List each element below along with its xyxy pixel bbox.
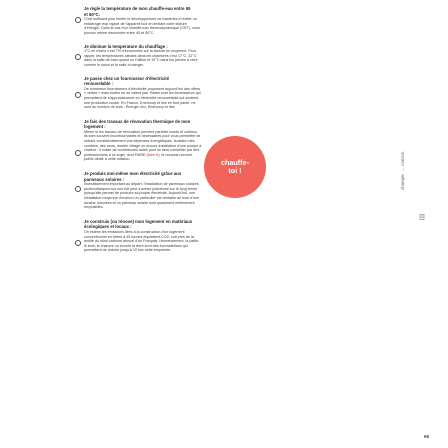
item-body: 1°C en moins c'est 7% d'économies sur la facture en moyenne. Pour rappel, les températures idéales dans les chambres c'est 17°C, 22°C dans la salle de bain quand on l'utilise et 19°C dans les pièces à vivre comme le salon et la salle à manger. <box>84 49 198 67</box>
arrow-right-icon: → <box>399 167 405 173</box>
item-body: Investissement important au départ, l'installation de panneaux solaires photovoltaïques sur son toit peut s'avérer judicieuse sur le long terme puisqu'elle permet de produire sa propre électricité. Aujourd'hui, une installation moyenne d'environ un particulier est rentable au bout d'une dizaine d'années et un panneau solaire sont quasiment entièrement recyclables. <box>84 182 200 210</box>
bookmark-icon <box>419 214 425 220</box>
item-body-tail: ), le nouveau service public dédié à cette mission. <box>84 152 193 162</box>
side-label-text: changer <box>399 174 405 190</box>
circle-check-icon <box>75 54 81 60</box>
item-body <box>84 130 202 162</box>
faire-link[interactable]: faire.fr <box>147 152 159 157</box>
side-target-text: maison <box>399 151 405 166</box>
page-number: 65 <box>424 434 430 439</box>
circle-check-icon <box>75 17 81 23</box>
item-body: C'est suffisant pour limiter le développement de bactéries et éviter un entartrage trop rapide de l'appareil tout en limitant votre facture d'énergie. Dans le cas d'un chauffe-eau thermodynamique (CET), vous pouvez même descendre entre 45 et 50°C. <box>84 17 200 35</box>
badge-line-1: chauffe- <box>221 158 249 167</box>
list-item <box>70 44 352 68</box>
item-title: Je diminue la température du chauffage : <box>84 43 168 49</box>
circle-check-icon <box>75 150 81 156</box>
item-body-text: Même si les travaux de rénovation peuvent paraître lourds et coûteux, ils sont souvent incontournables et nécessaires pour vous permettre de réduire considérablement vos dépenses énergétiques. Isolation des combles, des murs, double vitrage ou encore installation d'une pompe à chaleur : il existe de nombreuses aides pour se faire conseiller par des professionnels à ce sujet, dont FAIRE ( <box>84 129 202 157</box>
content-column <box>70 6 352 260</box>
circle-check-icon <box>75 186 81 192</box>
item-title: Je passe chez un fournisseur d'électricité renouvelable : <box>84 75 170 87</box>
item-body: De nombreux fournisseurs d'électricité proposent aujourd'hui des offres « vertes » mais toutes ne se valent pas. Rares sont les fournisseurs qui permettent de s'approvisionner en électricité renouvelable qui soutient une production locale. En France, Enercoop et Ilek en font partie, ne sont au nombre de trois : Énergie d'ici, Enercoop et Ilek. <box>84 86 201 110</box>
item-title: Je règle la température de mon chauffe-eau entre 55 et 60°C. <box>84 6 191 17</box>
list-item <box>70 76 352 110</box>
circle-check-icon <box>75 240 81 246</box>
list-item <box>70 219 352 253</box>
item-title: Je produis moi-même mon électricité grâce aux panneaux solaires : <box>84 171 182 182</box>
item-body: On estime les émissions liées à la construction d'un logement conventionnel en béton à 45 tonnes équivalent CO2, soit près de la moitié du bilan carbone annuel d'un Français. Heureusement, la paille, le bois, le chanvre ou encore la terre sont des écomatériaux qui permettent de réduire jusqu'à 10 fois cette empreinte. <box>84 229 200 253</box>
item-title: Je construis (ou rénove) mon logement en matériaux écologiques et locaux : <box>84 218 193 230</box>
list-item <box>70 6 352 36</box>
chauffe-toi-badge <box>204 136 266 198</box>
badge-line-2: toi ! <box>228 166 242 175</box>
side-breadcrumb <box>398 150 406 190</box>
item-title: Je fais des travaux de rénovation thermique de mon logement : <box>84 118 191 130</box>
circle-check-icon <box>75 92 81 98</box>
